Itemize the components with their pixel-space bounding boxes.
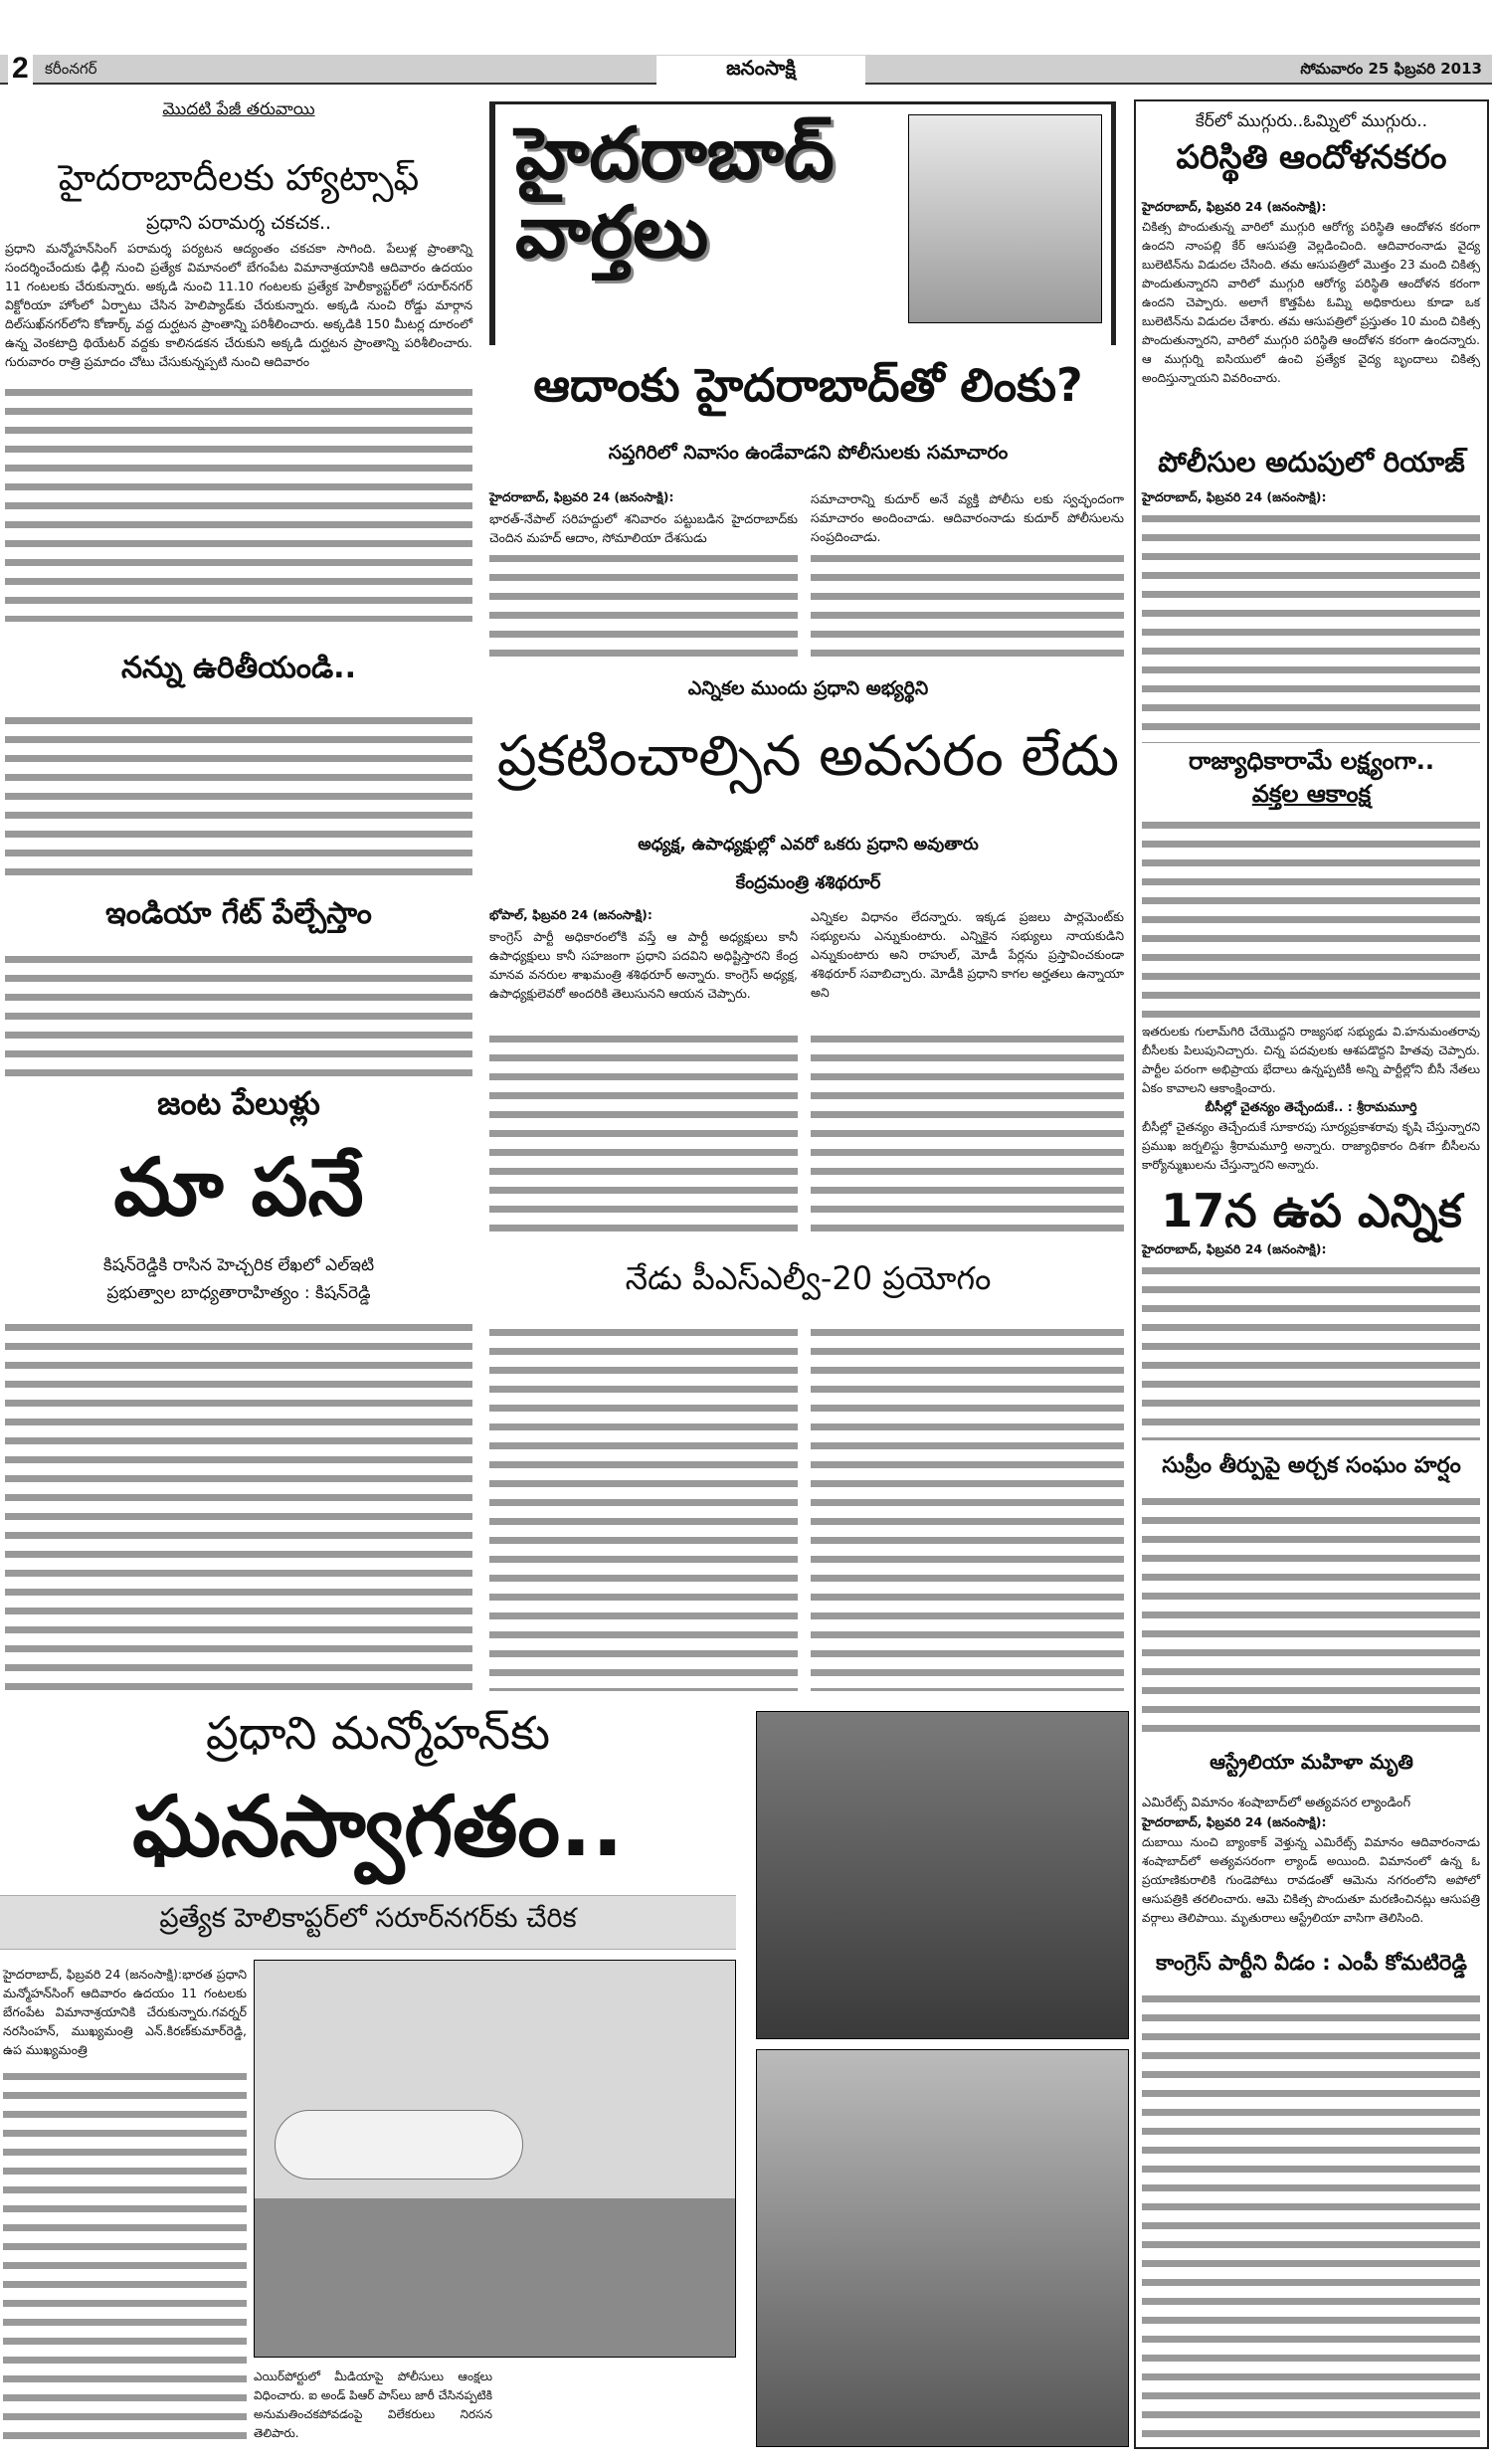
- dateline: హైదరాబాద్, ఫిబ్రవరి 24 (జనంసాక్షి):: [489, 489, 674, 504]
- headline-australian-woman: ఆస్ట్రేలియా మహిళా మృతి: [1210, 1750, 1413, 1774]
- subhead-helicopter: ప్రత్యేక హెలికాప్టర్‌లో సరూర్‌నగర్‌కు చేరిక: [159, 1903, 577, 1934]
- article-body: భారత్-నేపాల్ సరిహద్దులో శనివారం పట్టుబడిన హైదరాబాద్‌కు చెందిన మహద్ ఆదాం, సోమాలియా దేశసుడు: [489, 511, 798, 545]
- headline-our-work: మా పనే: [113, 1141, 364, 1233]
- pm-arrival-photo: [756, 1711, 1129, 2039]
- headline-grand-welcome: ఘనస్వాగతం..: [132, 1778, 624, 1875]
- subhead-1: కిషన్‌రెడ్డికి రాసిన హెచ్చరిక లేఖలో ఎల్ఇటి: [102, 1255, 375, 1275]
- headline-adam-link: ఆదాంకు హైదరాబాద్‌తో లింకు?: [533, 358, 1083, 412]
- kicker-twin-blasts: జంట పేలుళ్లు: [157, 1084, 320, 1122]
- subhead-2: కేంద్రమంత్రి శశిథరూర్: [735, 872, 881, 893]
- headline-no-need: ప్రకటించాల్సిన అవసరం లేదు: [496, 724, 1120, 789]
- article-body: సమాచారాన్ని కుదూర్ అనే వ్యక్తి పోలీసు లకు స్వచ్ఛందంగా సమాచారం అందించాడు. ఆదివారంనాడు కుదూర్ పోలీసులను సంప్రదించాడు.: [811, 491, 1124, 544]
- airplane-photo: [254, 1960, 736, 2358]
- kicker-pm-candidate: ఎన్నికల ముందు ప్రధాని అభ్యర్థిని: [687, 677, 929, 699]
- dateline: హైదరాబాద్, ఫిబ్రవరి 24 (జనంసాక్షి):: [1142, 1814, 1327, 1829]
- article-body: కాంగ్రెస్ పార్టీ అధికారంలోకి వస్తే ఆ పార్టీ అధ్యక్షులు కానీ ఉపాధ్యక్షులు కానీ సహజంగా ప్రధాని పదవిని అధిష్టిస్తారని కేంద్ర మానవ వనరుల శాఖమంత్రి శశిథరూర్ అన్నారు. కాంగ్రెస్ అధ్యక్ష, ఉపాధ్యక్షులెవరో అందరికి తెలుసునని ఆయన చెప్పారు.: [489, 929, 798, 1001]
- headline-power-goal: రాజ్యాధికారామే లక్ష్యంగా..: [1188, 747, 1435, 775]
- headline-riyaz-custody: పోలీసుల అదుపులో రియాజ్: [1158, 446, 1465, 478]
- dateline: హైదరాబాద్, ఫిబ్రవరి 24 (జనంసాక్షి):: [1142, 489, 1327, 504]
- article-text: [1142, 816, 1480, 1020]
- article-body: ప్రధాని మన్మోహన్‌సింగ్ పరామర్శ పర్యటన ఆద్యంతం చకచకా సాగింది. పేలుళ్ల ప్రాంతాన్ని సందర్శించేందుకు ఢిల్లీ నుంచి ప్రత్యేక విమానంలో బేగంపేట విమానాశ్రయానికి ఆదివారం ఉదయం 11 గంటలకు చేరుకున్నారు. అక్కడి నుంచి 11.10 గంటలకు ప్రత్యేక హెలీక్యాప్టర్‌లో సరూర్‌నగర్ విక్టోరియా హోంలో ఏర్పాటు చేసిన హెలిప్యాడ్‌కు చేరుకున్నారు. అక్కడి నుంచి రోడ్డు మార్గాన దిల్‌సుఖ్‌నగర్‌లోని కోణార్క్ వద్ద దుర్ఘటన ప్రాంతాన్ని పరిశీలించారు. అక్కడికి 150 మీటర్ల దూరంలో ఉన్న వెంకటాద్రి థియేటర్ వద్దకు కాలినడకన చేరుకుని అక్కడి దుర్ఘటన ప్రాంతాన్ని పరిశీలించారు. గురువారం రాత్రి ప్రమాదం చోటు చేసుకున్నప్పటి నుంచి ఆదివారం: [5, 241, 472, 369]
- article-text: [1142, 509, 1480, 743]
- article-text: [489, 1030, 798, 1233]
- headline-pslv: నేడు పీఎస్ఎల్వీ-20 ప్రయోగం: [625, 1259, 992, 1297]
- article-body: బీసీల్లో చైతన్యం తెచ్చేందుకే సూకారపు సూర్యప్రకాశరావు కృషి చేస్తున్నారని ప్రముఖ జర్నలిస్టు శ్రీరామమూర్తి అన్నారు. రాజ్యాధికారం దిశగా బీసీలను కార్యోన్ముఖులను చేస్తున్నారని అన్నారు.: [1142, 1120, 1480, 1172]
- headline-by-election: 17న ఉప ఎన్నిక: [1161, 1184, 1462, 1237]
- subhead-saptagiri: సప్తగిరిలో నివాసం ఉండేవాడని పోలీసులకు సమాచారం: [608, 442, 1009, 464]
- article-text: [1142, 1990, 1480, 2442]
- headline-komatireddy: కాంగ్రెస్ పార్టీని వీడం : ఎంపీ కోమటిరెడ్డి: [1156, 1951, 1467, 1975]
- headline-pm: ప్రధాని మన్మోహన్‌కు: [205, 1706, 550, 1760]
- article-text: [1142, 1492, 1480, 1736]
- continued-kicker: మొదటి పేజీ తరువాయి: [162, 99, 315, 119]
- headline-hatsoff: హైదరాబాదీలకు హ్యాట్సాఫ్: [58, 158, 420, 199]
- article-text: [3, 2067, 247, 2445]
- article-body: ఎన్నికల విధానం లేదన్నారు. ఇక్కడ ప్రజలు పార్లమెంట్‌కు సభ్యులను ఎన్నుకుంటారు. ఎన్నికైన సభ్యులు నాయకుడిని ఎన్నుకుంటారు అని రాహుల్, మోడీ పేర్లను ప్రస్తావించకుండా శశిథరూర్ సవాబిచ్చారు. మోడీకి ప్రధాని కాగల అర్హతలు ఉన్నాయా అని: [811, 909, 1124, 1000]
- masthead-logo: జనంసాక్షి: [656, 56, 865, 86]
- article-text: [489, 549, 798, 659]
- dateline: హైదరాబాద్, ఫిబ్రవరి 24 (జనంసాక్షి):: [1142, 1241, 1327, 1256]
- headline-archaka: సుప్రీం తీర్పుపై అర్చక సంఘం హర్షం: [1162, 1453, 1461, 1478]
- issue-date: సోమవారం 25 ఫిబ్రవరి 2013: [1300, 60, 1482, 78]
- photo-caption: ఎయిర్‌పోర్టులో మీడియాపై పోలీసులు ఆంక్షలు విధించారు. ఐ అండ్ పిఆర్ పాస్‌లు జారీ చేసినప్పటికి అనుమతించకపోవడంపై విలేకరులు నిరసన తెలిపారు.: [254, 2369, 492, 2440]
- page-number: 2: [8, 52, 33, 86]
- article-text: [811, 1323, 1124, 1691]
- headline-hang-me: నన్ను ఉరితీయండి..: [121, 651, 356, 685]
- headline-speakers: వక్తల ఆకాంక్ష: [1251, 780, 1372, 808]
- subhead-1: అధ్యక్ష, ఉపాధ్యక్షుల్లో ఎవరో ఒకరు ప్రధాని అవుతారు: [638, 835, 979, 854]
- charminar-image: [908, 114, 1102, 323]
- hyderabad-news-banner: [489, 101, 1111, 345]
- article-text-continued: [5, 383, 472, 622]
- headline-india-gate: ఇండియా గేట్ పేల్చేస్తాం: [105, 896, 372, 931]
- banner-title: హైదరాబాద్ వార్తలు: [515, 111, 835, 275]
- airplane-shape: [275, 2110, 523, 2180]
- subhead-hatsoff: ప్రధాని పరామర్శ చకచక..: [145, 212, 332, 234]
- article-text: [811, 549, 1124, 659]
- article-text: [5, 950, 472, 1084]
- article-text: [1142, 1261, 1480, 1440]
- article-text: [5, 1318, 472, 1691]
- article-text: [5, 711, 472, 885]
- section-name: కరీంనగర్: [45, 60, 97, 78]
- subhead-sriramamurthy: బీసీల్లో చైతన్యం తెచ్చేందుకే.. : శ్రీరామమూర్తి: [1205, 1099, 1417, 1114]
- subhead-emirates: ఎమిరేట్స్ విమానం శంషాబాద్‌లో అత్యవసర ల్యాండింగ్: [1142, 1796, 1411, 1810]
- article-body: ఇతరులకు గులామ్‌గిరి చేయొద్దని రాజ్యసభ సభ్యుడు వి.హనుమంతరావు బీసీలకు పిలుపునిచ్చారు. చిన్న పదవులకు ఆశపడొద్దని హితవు చెప్పారు. పార్టీల పరంగా అభిప్రాయ భేదాలు ఉన్నప్పటికీ అన్ని పార్టీల్లోని బీసీ నేతలు ఏకం కావాలని ఆకాంక్షించారు.: [1142, 1025, 1480, 1095]
- banner-border: [1111, 101, 1116, 345]
- pm-visit-photo: [756, 2049, 1129, 2447]
- article-body: దుబాయి నుంచి బ్యాంకాక్ వెళ్తున్న ఎమిరేట్స్ విమానం ఆదివారంనాడు శంషాబాద్‌లో అత్యవసరంగా ల్యాండ్ అయింది. విమానంలో ఉన్న ఓ ప్రయాణికురాలికి గుండెపోటు రావడంతో ఆమెను నగరంలోని అపోలో ఆసుపత్రికి తరలించారు. ఆమె చికిత్స పొందుతూ మరణించినట్లు ఆసుపత్రి వర్గాలు తెలిపాయి. మృతురాలు ఆస్ట్రేలియా వాసిగా తెలిసింది.: [1142, 1835, 1480, 1925]
- article-body: చికిత్స పొందుతున్న వారిలో ముగ్గురి ఆరోగ్య పరిస్థితి ఆందోళన కరంగా ఉందని నాంపల్లి కేర్ ఆసుపత్రి వెల్లడించింది. ఆదివారంనాడు వైద్య బులెటిన్‌ను విడుదల చేసింది. తమ ఆసుపత్రిలో మొత్తం 23 మంది చికిత్స పొందుతున్నారని వారిలో ముగ్గురి ఆరోగ్య పరిస్థితి ఆందోళన కరంగా ఉందని చెప్పారు. అలాగే కొత్తపేట ఓమ్ని అధికారులు కూడా ఒక బులెటిన్‌ను విడుదల చేశారు. తమ ఆసుపత్రిలో ప్రస్తుతం 10 మంది చికిత్స పొందుతున్నారని, వారిలో ముగ్గురి పరిస్థితి ఆందోళన కరంగా ఉందన్నారు. ఆ ముగ్గుర్ని ఐసియులో ఉంచి ప్రత్యేక వైద్య బృందాలు చికిత్స అందిస్తున్నాయని వివరించారు.: [1142, 220, 1480, 385]
- kicker-care: కేర్‌లో ముగ్గురు..ఓమ్నిలో ముగ్గురు..: [1195, 111, 1428, 131]
- dateline: భోపాల్, ఫిబ్రవరి 24 (జనంసాక్షి):: [489, 907, 653, 922]
- article-text: [811, 1030, 1124, 1233]
- dateline: హైదరాబాద్, ఫిబ్రవరి 24 (జనంసాక్షి):: [1142, 199, 1327, 214]
- headline-condition-critical: పరిస్థితి ఆందోళనకరం: [1176, 137, 1447, 176]
- article-body: హైదరాబాద్, ఫిబ్రవరి 24 (జనంసాక్షి):భారత ప్రధాని మన్మోహన్‌సింగ్ ఆదివారం ఉదయం 11 గంటలకు బేగంపేట విమానాశ్రయానికి చేరుకున్నారు.గవర్నర్ నరసింహన్, ముఖ్యమంత్రి ఎన్.కిరణ్‌కుమార్‌రెడ్డి, ఉప ముఖ్యమంత్రి: [3, 1967, 247, 2057]
- subhead-2: ప్రభుత్వాల బాధ్యతారాహిత్యం : కిషన్‌రెడ్డి: [106, 1283, 371, 1303]
- article-text: [489, 1323, 798, 1691]
